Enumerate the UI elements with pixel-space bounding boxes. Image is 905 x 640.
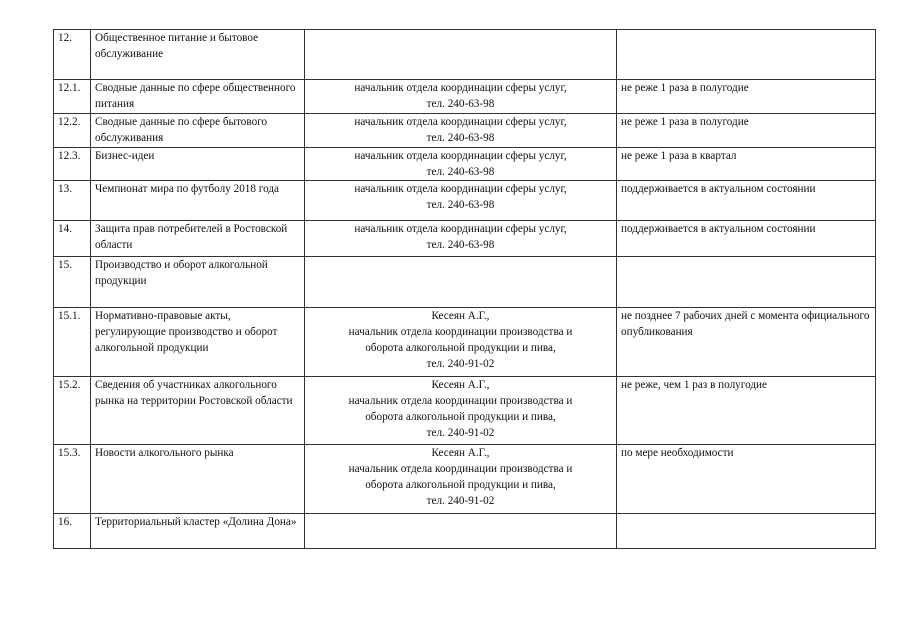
row-responsible <box>305 181 617 221</box>
row-period <box>617 257 876 308</box>
row-period: не реже 1 раза в полугодие <box>617 114 876 148</box>
table-row <box>54 148 876 181</box>
table-row <box>54 377 876 445</box>
responsible-phone: тел. 240-63-98 <box>426 199 495 211</box>
row-responsible <box>305 445 617 514</box>
responsible-line: начальник отдела координации производства и <box>348 463 573 475</box>
responsible-person: Кесеян А.Г., <box>431 379 490 391</box>
table-row <box>54 308 876 377</box>
row-title: Сведения об участниках алкогольного рынка на территории Ростовской области <box>91 377 305 445</box>
row-period: не позднее 7 рабочих дней с момента официального опубликования <box>617 308 876 377</box>
row-title: Новости алкогольного рынка <box>91 445 305 514</box>
row-title: Производство и оборот алкогольной продукции <box>91 257 305 308</box>
row-number: 16. <box>54 514 91 549</box>
responsible-line: оборота алкогольной продукции и пива, <box>365 411 556 423</box>
row-responsible <box>305 114 617 148</box>
row-title: Общественное питание и бытовое обслуживание <box>91 30 305 80</box>
responsible-phone: тел. 240-91-02 <box>426 495 495 507</box>
table-row <box>54 30 876 80</box>
row-responsible <box>305 80 617 114</box>
row-title: Территориальный кластер «Долина Дона» <box>91 514 305 549</box>
row-number: 15.2. <box>54 377 91 445</box>
table-row <box>54 257 876 308</box>
responsible-line: оборота алкогольной продукции и пива, <box>365 479 556 491</box>
responsible-line: начальник отдела координации сферы услуг, <box>354 183 567 195</box>
row-number: 15.1. <box>54 308 91 377</box>
responsible-phone: тел. 240-91-02 <box>426 358 495 370</box>
row-period: не реже, чем 1 раз в полугодие <box>617 377 876 445</box>
row-number: 13. <box>54 181 91 221</box>
table-row <box>54 445 876 514</box>
row-number: 12.1. <box>54 80 91 114</box>
row-period: не реже 1 раза в квартал <box>617 148 876 181</box>
row-period: поддерживается в актуальном состоянии <box>617 181 876 221</box>
table-row <box>54 114 876 148</box>
responsible-line: начальник отдела координации сферы услуг, <box>354 150 567 162</box>
row-number: 15. <box>54 257 91 308</box>
responsible-line: начальник отдела координации сферы услуг, <box>354 82 567 94</box>
responsible-person: Кесеян А.Г., <box>431 447 490 459</box>
responsible-phone: тел. 240-63-98 <box>426 98 495 110</box>
row-title: Нормативно-правовые акты, регулирующие производство и оборот алкогольной продукции <box>91 308 305 377</box>
responsible-line: оборота алкогольной продукции и пива, <box>365 342 556 354</box>
table-body <box>54 30 876 549</box>
row-responsible <box>305 221 617 257</box>
responsible-line: начальник отдела координации производства и <box>348 326 573 338</box>
row-responsible <box>305 257 617 308</box>
row-responsible <box>305 308 617 377</box>
row-period: по мере необходимости <box>617 445 876 514</box>
row-responsible <box>305 514 617 549</box>
row-title: Сводные данные по сфере общественного питания <box>91 80 305 114</box>
row-responsible <box>305 148 617 181</box>
row-number: 15.3. <box>54 445 91 514</box>
responsible-phone: тел. 240-63-98 <box>426 166 495 178</box>
row-number: 14. <box>54 221 91 257</box>
table-row <box>54 80 876 114</box>
row-period: не реже 1 раза в полугодие <box>617 80 876 114</box>
row-title: Чемпионат мира по футболу 2018 года <box>91 181 305 221</box>
document-table <box>53 29 876 549</box>
responsible-line: начальник отдела координации сферы услуг, <box>354 116 567 128</box>
table-row <box>54 514 876 549</box>
row-title: Защита прав потребителей в Ростовской области <box>91 221 305 257</box>
row-period <box>617 514 876 549</box>
responsible-line: начальник отдела координации производства и <box>348 395 573 407</box>
row-responsible <box>305 377 617 445</box>
table-row <box>54 181 876 221</box>
row-number: 12. <box>54 30 91 80</box>
row-number: 12.2. <box>54 114 91 148</box>
row-title: Бизнес-идеи <box>91 148 305 181</box>
table-row <box>54 221 876 257</box>
responsible-phone: тел. 240-63-98 <box>426 132 495 144</box>
responsible-phone: тел. 240-91-02 <box>426 427 495 439</box>
row-number: 12.3. <box>54 148 91 181</box>
row-title: Сводные данные по сфере бытового обслуживания <box>91 114 305 148</box>
row-period <box>617 30 876 80</box>
responsible-line: начальник отдела координации сферы услуг, <box>354 223 567 235</box>
row-period: поддерживается в актуальном состоянии <box>617 221 876 257</box>
row-responsible <box>305 30 617 80</box>
responsible-phone: тел. 240-63-98 <box>426 239 495 251</box>
responsible-person: Кесеян А.Г., <box>431 310 490 322</box>
